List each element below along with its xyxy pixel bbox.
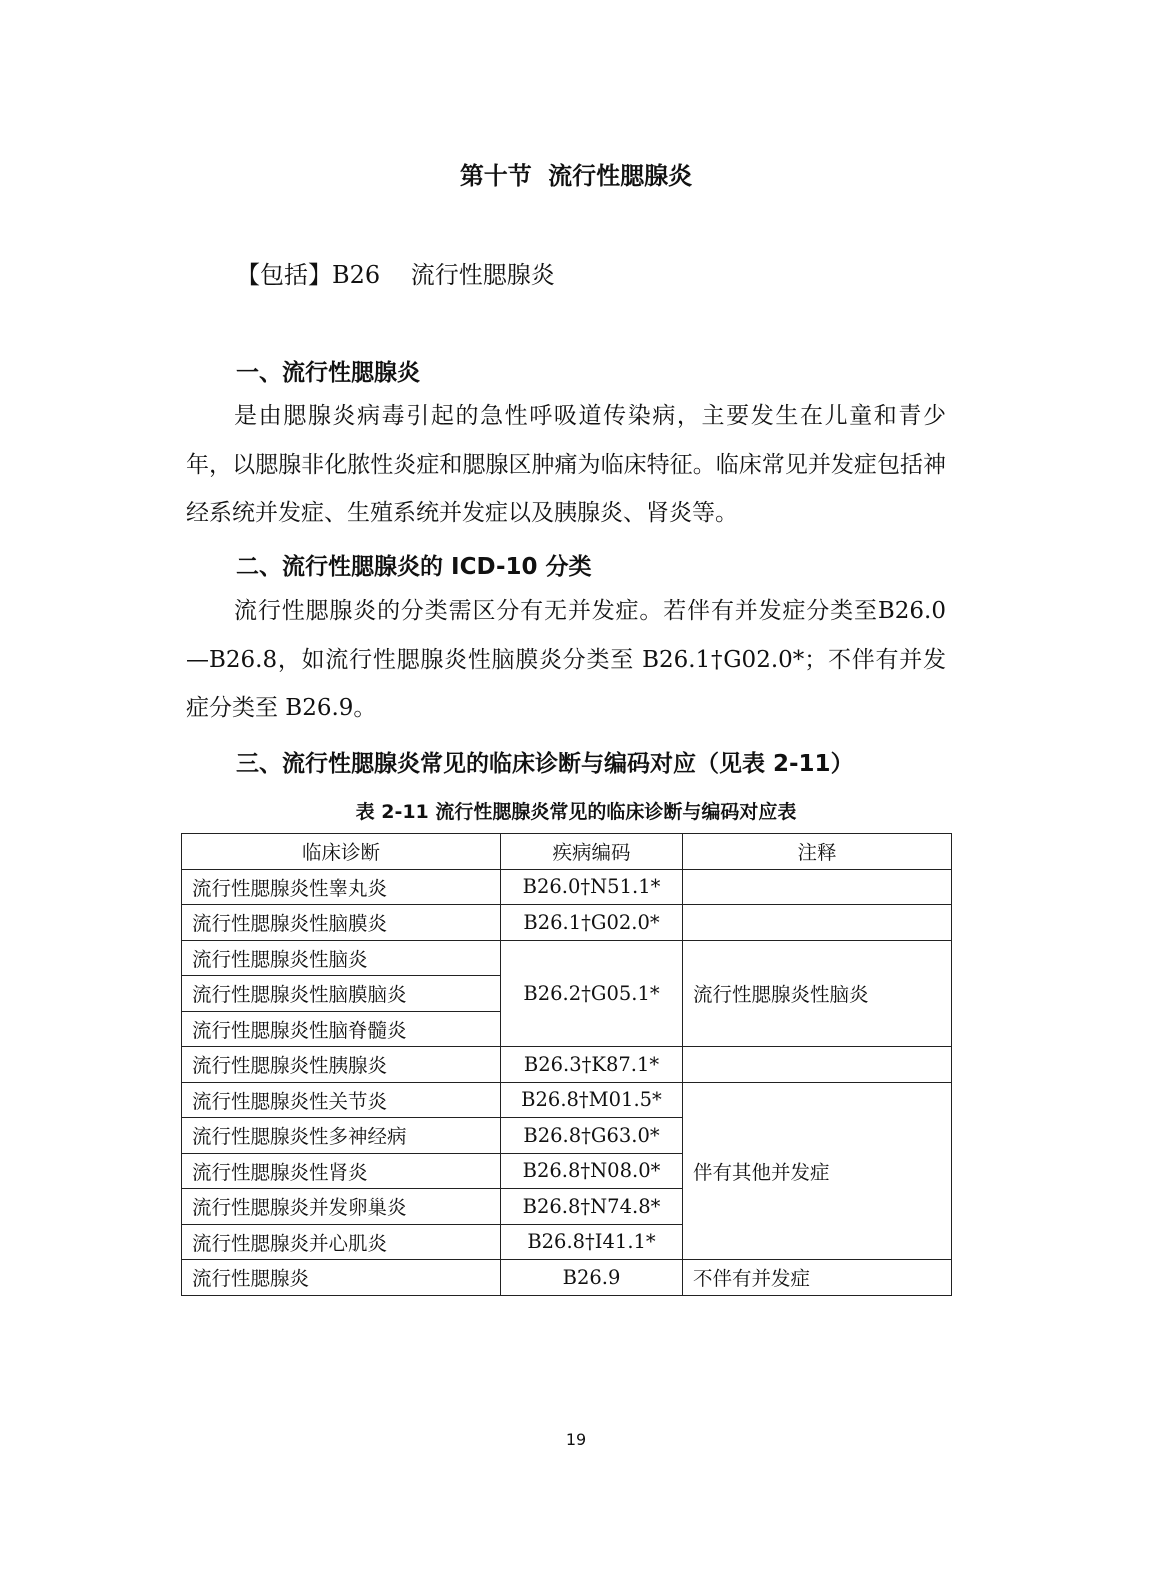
- diagnosis-cell: 流行性腮腺炎性脑炎: [182, 940, 501, 976]
- heading-2: 二、流行性腮腺炎的 ICD-10 分类: [236, 554, 592, 580]
- code-cell: B26.8†N08.0*: [501, 1153, 683, 1189]
- table-header-row: [182, 834, 952, 870]
- table-row: [182, 940, 952, 976]
- diagnosis-cell: 流行性腮腺炎性脑脊髓炎: [182, 1011, 501, 1047]
- diagnosis-code-table: [181, 833, 952, 1296]
- heading-3: 三、流行性腮腺炎常见的临床诊断与编码对应（见表 2-11）: [236, 751, 854, 777]
- table-row: [182, 1047, 952, 1083]
- heading-1: 一、流行性腮腺炎: [236, 360, 420, 386]
- section-title: 第十节 流行性腮腺炎: [459, 162, 693, 190]
- diagnosis-cell: 流行性腮腺炎性睾丸炎: [182, 869, 501, 905]
- note-cell: [683, 1047, 952, 1083]
- code-cell: B26.0†N51.1*: [501, 869, 683, 905]
- paragraph-2: 流行性腮腺炎的分类需区分有无并发症。若伴有并发症分类至B26.0—B26.8，如流行性腮腺炎性脑膜炎分类至 B26.1†G02.0*；不伴有并发症分类至 B26.9。: [186, 598, 946, 721]
- table-row: [182, 869, 952, 905]
- diagnosis-cell: 流行性腮腺炎性胰腺炎: [182, 1047, 501, 1083]
- note-cell: 伴有其他并发症: [683, 1082, 952, 1260]
- code-cell: B26.8†N74.8*: [501, 1189, 683, 1225]
- code-cell: B26.8†M01.5*: [501, 1082, 683, 1118]
- diagnosis-cell: 流行性腮腺炎性脑膜炎: [182, 905, 501, 941]
- diagnosis-cell: 流行性腮腺炎性脑膜脑炎: [182, 976, 501, 1012]
- page-number: 19: [565, 1430, 587, 1449]
- diagnosis-cell: 流行性腮腺炎并心肌炎: [182, 1224, 501, 1260]
- header-code: 疾病编码: [501, 834, 683, 870]
- code-cell: B26.2†G05.1*: [501, 940, 683, 1047]
- table-row: [182, 905, 952, 941]
- code-cell: B26.8†I41.1*: [501, 1224, 683, 1260]
- note-cell: 不伴有并发症: [683, 1260, 952, 1296]
- note-cell: [683, 905, 952, 941]
- diagnosis-cell: 流行性腮腺炎并发卵巢炎: [182, 1189, 501, 1225]
- diagnosis-cell: 流行性腮腺炎: [182, 1260, 501, 1296]
- diagnosis-cell: 流行性腮腺炎性关节炎: [182, 1082, 501, 1118]
- code-cell: B26.1†G02.0*: [501, 905, 683, 941]
- code-cell: B26.3†K87.1*: [501, 1047, 683, 1083]
- header-diagnosis: 临床诊断: [182, 834, 501, 870]
- include-line: 【包括】B26 流行性腮腺炎: [236, 261, 555, 289]
- note-cell: 流行性腮腺炎性脑炎: [683, 940, 952, 1047]
- table-caption: 表 2-11 流行性腮腺炎常见的临床诊断与编码对应表: [355, 801, 797, 823]
- code-cell: B26.8†G63.0*: [501, 1118, 683, 1154]
- paragraph-1: 是由腮腺炎病毒引起的急性呼吸道传染病，主要发生在儿童和青少年，以腮腺非化脓性炎症和腮腺区肿痛为临床特征。临床常见并发症包括神经系统并发症、生殖系统并发症以及胰腺炎、肾炎等。: [186, 403, 946, 526]
- note-cell: [683, 869, 952, 905]
- diagnosis-cell: 流行性腮腺炎性肾炎: [182, 1153, 501, 1189]
- diagnosis-cell: 流行性腮腺炎性多神经病: [182, 1118, 501, 1154]
- header-note: 注释: [683, 834, 952, 870]
- table-row: [182, 1260, 952, 1296]
- code-cell: B26.9: [501, 1260, 683, 1296]
- table-row: [182, 1082, 952, 1118]
